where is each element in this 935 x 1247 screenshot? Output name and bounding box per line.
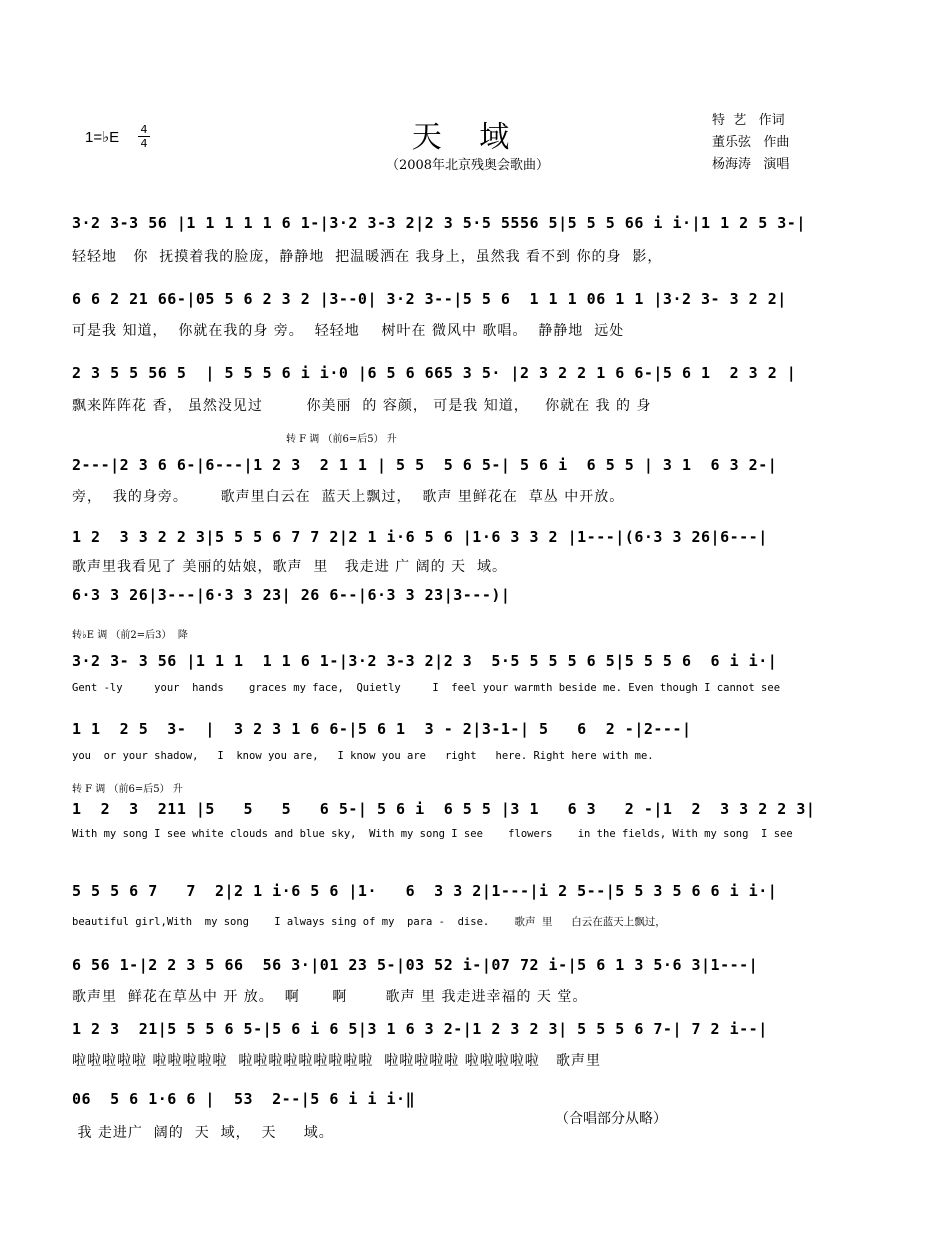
chorus-omitted-note: （合唱部分从略） [555, 1111, 667, 1127]
time-numerator: 4 [140, 123, 148, 136]
lyrics-line-10: beautiful girl,With my song I always sing of my para - dise. 歌声 里 白云在蓝天上飘过， [72, 916, 666, 928]
notation-line-9: 1 2 3 211 |5 5 5 6 5-| 5 6 i 6 5 5 |3 1 6 3 2 -|1 2 3 3 2 2 3| [72, 800, 816, 818]
lyrics-line-12: 啦啦啦啦啦 啦啦啦啦啦 啦啦啦啦啦啦啦啦啦 啦啦啦啦啦 啦啦啦啦啦 歌声里 [72, 1053, 602, 1069]
credits [712, 110, 789, 176]
time-denominator: 4 [140, 137, 148, 150]
key-signature: 1=♭E [85, 129, 120, 146]
composer-credit: 董乐弦 作曲 [712, 135, 790, 150]
song-title: 天 域 [411, 120, 524, 155]
lyrics-line-5: 歌声里我看见了 美丽的姑娘，歌声 里 我走进 广 阔的 天 域。 [72, 559, 507, 575]
lyrics-line-1: 轻轻地 你 抚摸着我的脸庞，静静地 把温暖洒在 我身上，虽然我 看不到 你的身 影， [72, 249, 663, 265]
singer-credit: 杨海涛 演唱 [712, 157, 790, 172]
lyrics-line-3: 飘来阵阵花 香， 虽然没见过 你美丽 的 容颜， 可是我 知道， 你就在 我 的 身 [72, 398, 652, 414]
lyrics-line-11: 歌声里 鲜花在草丛中 开 放。 啊 啊 歌声 里 我走进幸福的 天 堂。 [72, 989, 588, 1005]
notation-line-3: 2 3 5 5 56 5 | 5 5 5 6 i i·0 |6 5 6 665 3 5· |2 3 2 2 1 6 6-|5 6 1 2 3 2 | [72, 364, 797, 382]
lyrics-line-8: you or your shadow, I know you are, I know you are right here. Right here with me. [72, 750, 654, 762]
notation-line-1: 3·2 3-3 56 |1 1 1 1 1 6 1-|3·2 3-3 2|2 3 5·5 5556 5|5 5 5 66 i i·|1 1 2 5 3-| [72, 214, 806, 232]
modulation-note-1: 转 F 调 （前6=后5） 升 [286, 434, 397, 445]
notation-line-12: 1 2 3 21|5 5 5 6 5-|5 6 i 6 5|3 1 6 3 2-|1 2 3 2 3| 5 5 5 6 7-| 7 2 i--| [72, 1020, 768, 1038]
lyrics-line-4: 旁， 我的身旁。 歌声里白云在 蓝天上飘过， 歌声 里鲜花在 草丛 中开放。 [72, 489, 625, 505]
lyricist-credit: 特 艺 作词 [712, 113, 785, 128]
notation-line-13: 06 5 6 1·6 6 | 53 2--|5 6 i i i·‖ [72, 1090, 416, 1108]
notation-line-5: 1 2 3 3 2 2 3|5 5 5 6 7 7 2|2 1 i·6 5 6 |1·6 3 3 2 |1---|(6·3 3 26|6---| [72, 528, 768, 546]
notation-line-10: 5 5 5 6 7 7 2|2 1 i·6 5 6 |1· 6 3 3 2|1---|i 2 5--|5 5 3 5 6 6 i i·| [72, 882, 778, 900]
modulation-note-3: 转 F 调 （前6=后5） 升 [72, 784, 183, 795]
lyrics-line-13: 我 走进广 阔的 天 域， 天 域。 [72, 1125, 334, 1141]
notation-line-2: 6 6 2 21 66-|05 5 6 2 3 2 |3--0| 3·2 3--|5 5 6 1 1 1 06 1 1 |3·2 3- 3 2 2| [72, 290, 787, 308]
notation-line-6: 6·3 3 26|3---|6·3 3 23| 26 6--|6·3 3 23|3---)| [72, 586, 511, 604]
notation-line-4: 2---|2 3 6 6-|6---|1 2 3 2 1 1 | 5 5 5 6 5-| 5 6 i 6 5 5 | 3 1 6 3 2-| [72, 456, 778, 474]
notation-line-8: 1 1 2 5 3- | 3 2 3 1 6 6-|5 6 1 3 - 2|3-1-| 5 6 2 -|2---| [72, 720, 692, 738]
lyrics-line-7: Gent -ly your hands graces my face, Quietly I feel your warmth beside me. Even though I cannot see [72, 682, 781, 694]
notation-line-7: 3·2 3- 3 56 |1 1 1 1 1 6 1-|3·2 3-3 2|2 3 5·5 5 5 5 6 5|5 5 5 6 6 i i·| [72, 652, 778, 670]
modulation-note-2: 转♭E 调 （前2=后3） 降 [72, 630, 188, 641]
lyrics-line-9: With my song I see white clouds and blue sky, With my song I see flowers in the fields, With my song I see [72, 828, 793, 840]
lyrics-line-2: 可是我 知道， 你就在我的身 旁。 轻轻地 树叶在 微风中 歌唱。 静静地 远处 [72, 323, 625, 339]
notation-line-11: 6 56 1-|2 2 3 5 66 56 3·|01 23 5-|03 52 i-|07 72 i-|5 6 1 3 5·6 3|1---| [72, 956, 759, 974]
song-subtitle: （2008年北京残奥会歌曲） [385, 158, 550, 173]
